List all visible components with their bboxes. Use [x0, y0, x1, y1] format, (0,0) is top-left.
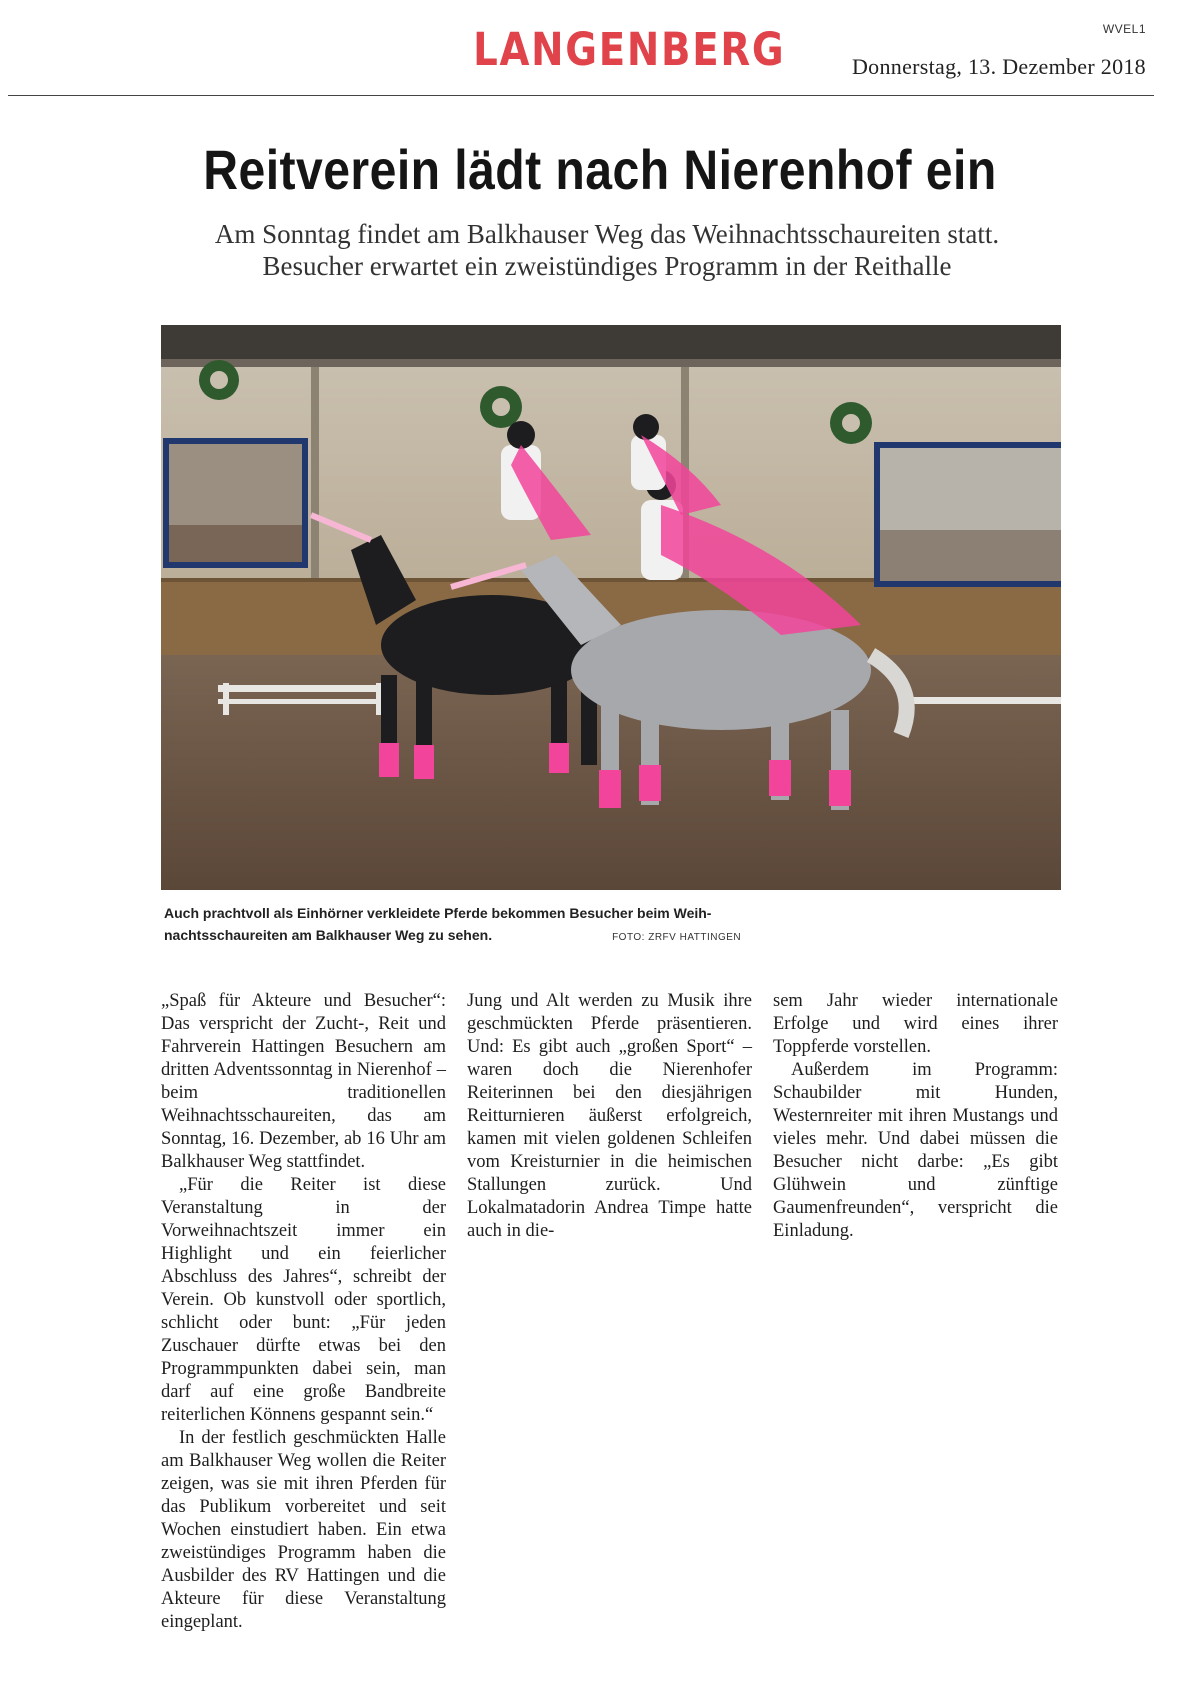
masthead-rule: [8, 95, 1154, 96]
photo-credit: FOTO: ZRFV HATTINGEN: [612, 932, 742, 943]
article-column-1: [161, 990, 446, 1634]
paragraph: In der festlich geschmückten Halle am Balkhauser Weg wollen die Reiter zeigen, was sie mit ihren Pferden für das Publikum vorbereitet und seit Wochen einstudiert haben. Ein etwa zweistündiges Programm haben die Ausbilder des RV Hattingen und die Akteure für diese Veranstaltung eingeplant.: [161, 1428, 446, 1632]
publication-date: Donnerstag, 13. Dezember 2018: [851, 54, 1146, 79]
article-subheadline-line-2: Besucher erwartet ein zweistündiges Programm in der Reithalle: [262, 251, 952, 281]
paragraph: „Spaß für Akteure und Besucher“: Das verspricht der Zucht-, Reit und Fahrverein Hattingen Besuchern am dritten Adventssonntag in Nierenhof – beim traditionellen Weihnachtsschaureiten, das am Sonntag, 16. Dezember, ab 16 Uhr am Balkhauser Weg stattfindet.: [161, 991, 446, 1172]
edition-code: WVEL1: [1102, 22, 1146, 36]
article-column-2: [467, 990, 752, 1243]
article-column-3: [773, 990, 1058, 1243]
caption-line-1: Auch prachtvoll als Einhörner verkleidete Pferde bekommen Besucher beim Weih-: [164, 905, 712, 921]
caption-line-2-text: nachtsschaureiten am Balkhauser Weg zu sehen.: [164, 927, 493, 943]
section-title: LANGENBERG: [473, 23, 786, 76]
caption-line-2: [164, 924, 754, 949]
paragraph: sem Jahr wieder internationale Erfolge und wird eines ihrer Toppferde vorstellen.: [773, 991, 1058, 1057]
paragraph: „Für die Reiter ist diese Veranstaltung in der Vorweihnachtszeit immer ein Highlight und ein feierlicher Abschluss des Jahres“, schreibt der Verein. Ob kunstvoll oder sportlich, schlicht oder bunt: „Für jeden Zuschauer dürfte etwas bei den Programmpunkten dabei sein, man darf auf eine große Bandbreite reiterlichen Könnens gespannt sein.“: [161, 1175, 446, 1425]
paragraph: Außerdem im Programm: Schaubilder mit Hunden, Westernreiter mit ihren Mustangs und vieles mehr. Und dabei müssen die Besucher nicht darbe: „Es gibt Glühwein und zünftige Gaumenfreunden“, verspricht die Einladung.: [773, 1060, 1058, 1241]
paragraph: Jung und Alt werden zu Musik ihre geschmückten Pferde präsentieren. Und: Es gibt auch „großen Sport“ – waren doch die Nierenhofer Reiterinnen bei den diesjährigen Reitturnieren äußerst erfolgreich, kamen mit vielen goldenen Schleifen vom Kreisturnier in die heimischen Stallungen zurück. Und Lokalmatadorin Andrea Timpe hatte auch in die-: [467, 991, 752, 1241]
article-subheadline-line-1: Am Sonntag findet am Balkhauser Weg das Weihnachtsschaureiten statt.: [214, 219, 1000, 249]
photo-caption: [164, 902, 754, 949]
article-photo: [161, 325, 1061, 890]
article-headline: Reitverein lädt nach Nierenhof ein: [203, 138, 997, 201]
